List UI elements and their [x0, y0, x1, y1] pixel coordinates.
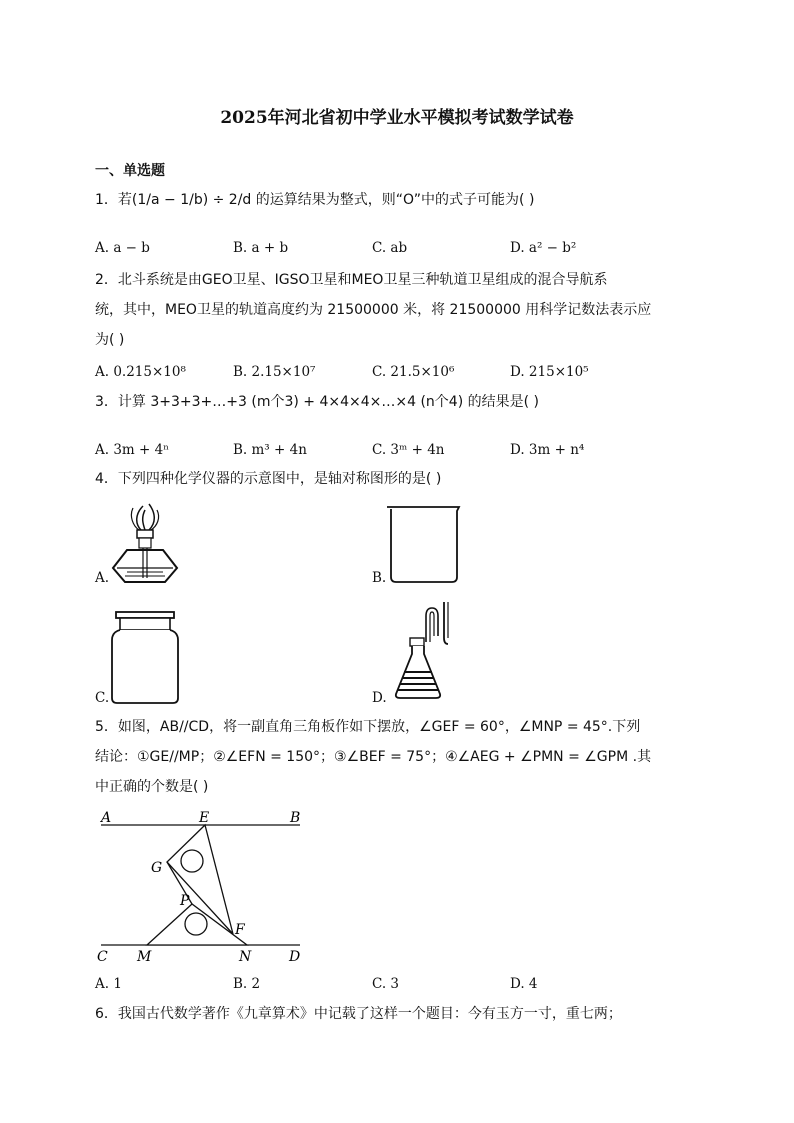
question-5-line-2: 结论：①GE//MP；②∠EFN = 150°；③∠BEF = 75°；④∠AEG + ∠PMN = ∠GPM .其 [95, 749, 652, 765]
q2-option-c: C. 21.5×10⁶ [372, 364, 455, 380]
q4-option-b-label: B. [372, 570, 387, 586]
question-2-line-3: 为( ) [95, 332, 125, 348]
q3-option-c: C. 3ᵐ + 4n [372, 442, 445, 458]
q1-option-c: C. ab [372, 240, 408, 256]
triangle-plates-figure [95, 806, 310, 966]
flask-figure [392, 602, 458, 702]
question-5-line-3: 中正确的个数是( ) [95, 779, 209, 795]
alcohol-lamp-figure [105, 502, 185, 586]
label-a: A [101, 810, 112, 826]
question-1-text: 1．若(1/a − 1/b) ÷ 2/d 的运算结果为整式，则“O”中的式子可能为( ) [95, 192, 535, 208]
q5-option-c: C. 3 [372, 976, 400, 992]
label-d: D [289, 949, 301, 965]
label-m: M [137, 949, 152, 965]
q1-option-a: A. a − b [95, 240, 150, 256]
q3-option-a: A. 3m + 4ⁿ [95, 442, 170, 458]
q4-option-a-label: A. [95, 570, 110, 586]
question-3-stem: 3．计算 3+3+3+…+3 (m个3) + 4×4×4×…×4 (n个4) 的结果是( ) [95, 394, 539, 410]
q1-option-d: D. a² − b² [510, 240, 577, 256]
label-b: B [290, 810, 301, 826]
reagent-bottle-figure [110, 610, 180, 706]
section-heading: 一、单选题 [95, 163, 165, 179]
q2-option-b: B. 2.15×10⁷ [233, 364, 316, 380]
q5-option-b: B. 2 [233, 976, 261, 992]
q2-option-d: D. 215×10⁵ [510, 364, 589, 380]
q1-option-b: B. a + b [233, 240, 289, 256]
q4-option-c-label: C. [95, 690, 110, 706]
question-2-line-1: 2．北斗系统是由GEO卫星、IGSO卫星和MEO卫星三种轨道卫星组成的混合导航系 [95, 272, 608, 288]
page-title: 2025年河北省初中学业水平模拟考试数学试卷 [220, 108, 574, 128]
label-e: E [199, 810, 210, 826]
q2-option-a: A. 0.215×10⁸ [95, 364, 186, 380]
q5-option-d: D. 4 [510, 976, 538, 992]
q4-option-d-label: D. [372, 690, 387, 706]
question-2-line-2: 统，其中，MEO卫星的轨道高度约为 21500000 米，将 21500000 用科学记数法表示应 [95, 302, 652, 318]
question-4-stem: 4．下列四种化学仪器的示意图中，是轴对称图形的是( ) [95, 471, 442, 487]
beaker-figure [385, 505, 465, 585]
label-g: G [151, 860, 163, 876]
label-n: N [239, 949, 252, 965]
label-f: F [235, 922, 245, 938]
question-1-stem [95, 186, 534, 214]
question-6-line-1: 6．我国古代数学著作《九章算术》中记载了这样一个题目：今有玉方一寸，重七两； [95, 1006, 622, 1022]
question-5-line-1: 5．如图，AB//CD，将一副直角三角板作如下摆放，∠GEF = 60°，∠MNP = 45°.下列 [95, 719, 641, 735]
label-c: C [97, 949, 108, 965]
label-p: P [180, 893, 190, 909]
q3-option-b: B. m³ + 4n [233, 442, 307, 458]
q3-option-d: D. 3m + n⁴ [510, 442, 585, 458]
q5-option-a: A. 1 [95, 976, 122, 992]
